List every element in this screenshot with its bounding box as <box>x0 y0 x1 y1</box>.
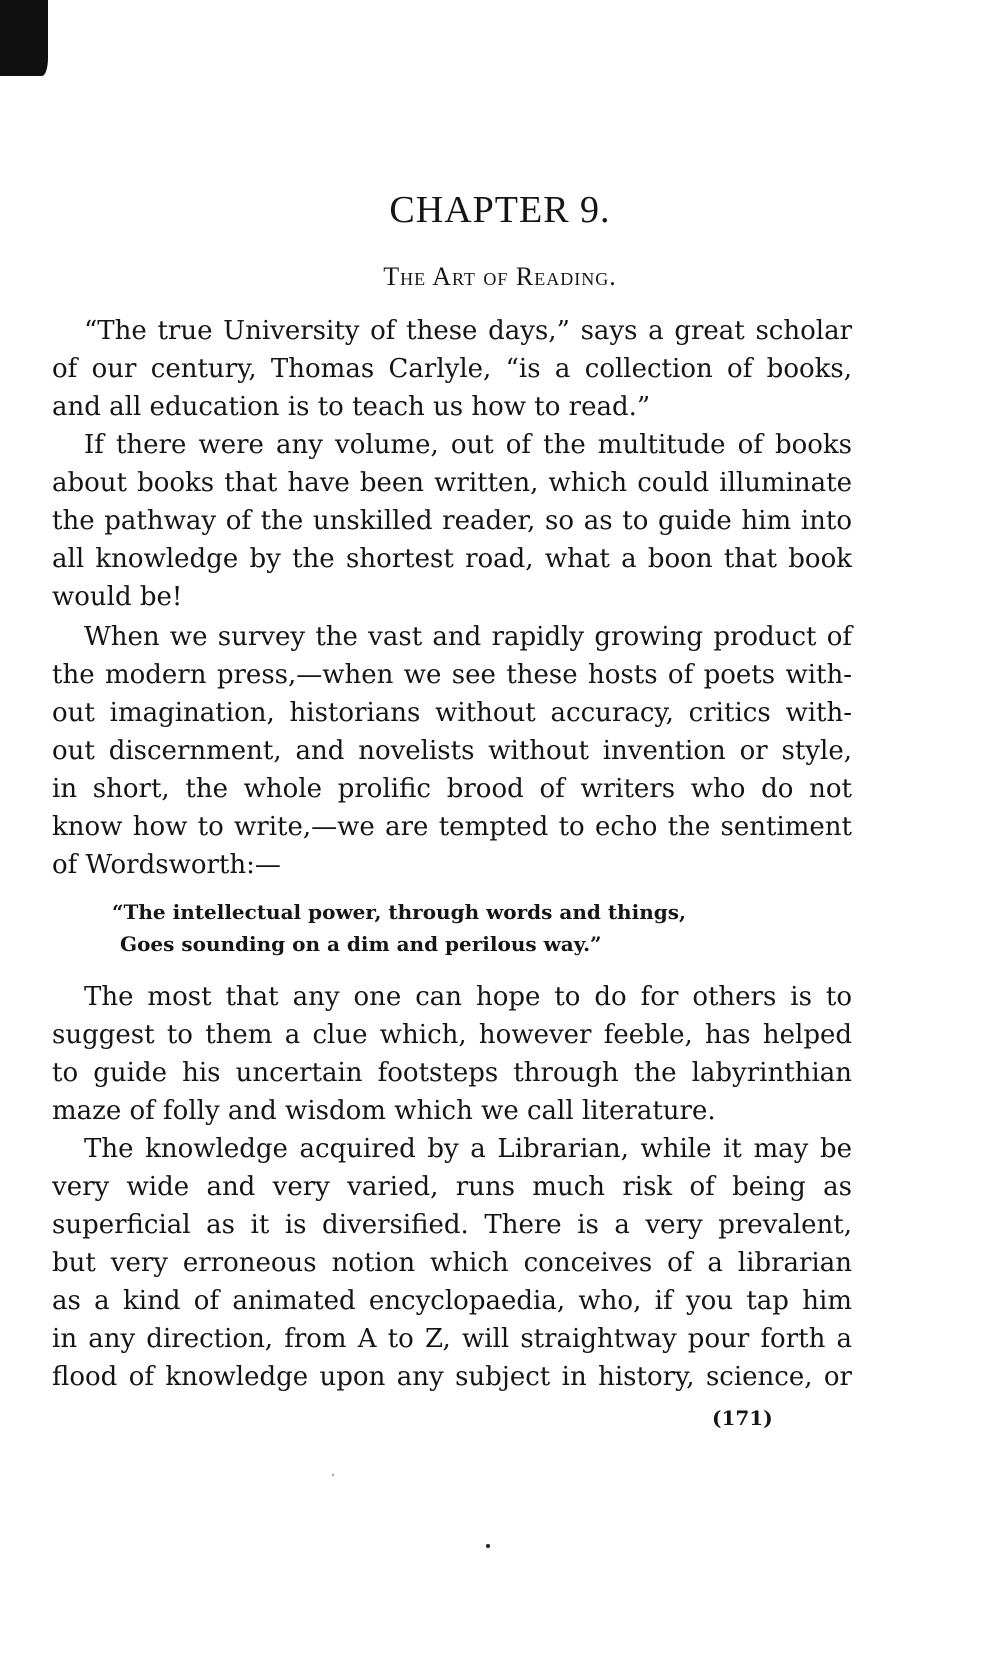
text-line: to guide his uncertain footsteps through the labyrinthian <box>52 1058 852 1088</box>
page-number: (171) <box>712 1406 773 1430</box>
text-line: in any direction, from A to Z, will straightway pour forth a <box>52 1324 852 1354</box>
text-line: but very erroneous notion which conceives of a librarian <box>52 1248 852 1278</box>
quote-line: Goes sounding on a dim and perilous way.” <box>120 932 602 956</box>
text-line: know how to write,—we are tempted to echo the sentiment <box>52 812 852 842</box>
paragraph-4 <box>52 978 852 1130</box>
paragraph-1 <box>52 312 852 426</box>
text-line: all knowledge by the shortest road, what a boon that book <box>52 544 852 574</box>
text-line: maze of folly and wisdom which we call literature. <box>52 1096 716 1126</box>
paragraph-5 <box>52 1130 852 1396</box>
text-line: superficial as it is diversified. There is a very prevalent, <box>52 1210 852 1240</box>
text-line: and all education is to teach us how to read.” <box>52 392 651 422</box>
chapter-subtitle: The Art of Reading. <box>383 262 617 291</box>
text-line: the modern press,—when we see these hosts of poets with- <box>52 660 852 690</box>
scan-speck <box>486 1544 490 1548</box>
paragraph-2 <box>52 426 852 616</box>
text-line: The most that any one can hope to do for others is to <box>84 982 852 1012</box>
text-line: of Wordsworth:— <box>52 850 281 880</box>
text-line: as a kind of animated encyclopaedia, who, if you tap him <box>52 1286 852 1316</box>
text-line: in short, the whole prolific brood of writers who do not <box>52 774 852 804</box>
text-line: very wide and very varied, runs much risk of being as <box>52 1172 852 1202</box>
paragraph-3 <box>52 618 852 884</box>
text-line: When we survey the vast and rapidly growing product of <box>84 622 852 652</box>
quote-line: “The intellectual power, through words and things, <box>112 900 686 924</box>
text-line: of our century, Thomas Carlyle, “is a collection of books, <box>52 354 852 384</box>
text-line: out imagination, historians without accuracy, critics with- <box>52 698 852 728</box>
text-line: If there were any volume, out of the multitude of books <box>84 430 852 460</box>
block-quote <box>112 896 792 960</box>
scan-speck <box>332 1474 334 1476</box>
chapter-heading: CHAPTER 9. <box>389 189 611 231</box>
text-line: The knowledge acquired by a Librarian, while it may be <box>84 1134 852 1164</box>
text-line: the pathway of the unskilled reader, so as to guide him into <box>52 506 852 536</box>
text-line: out discernment, and novelists without invention or style, <box>52 736 852 766</box>
scan-corner-mark <box>0 0 48 76</box>
text-line: “The true University of these days,” says a great scholar <box>84 316 852 346</box>
text-line: flood of knowledge upon any subject in history, science, or <box>52 1362 852 1392</box>
text-line: would be! <box>52 582 183 612</box>
text-line: about books that have been written, which could illuminate <box>52 468 852 498</box>
text-line: suggest to them a clue which, however feeble, has helped <box>52 1020 852 1050</box>
